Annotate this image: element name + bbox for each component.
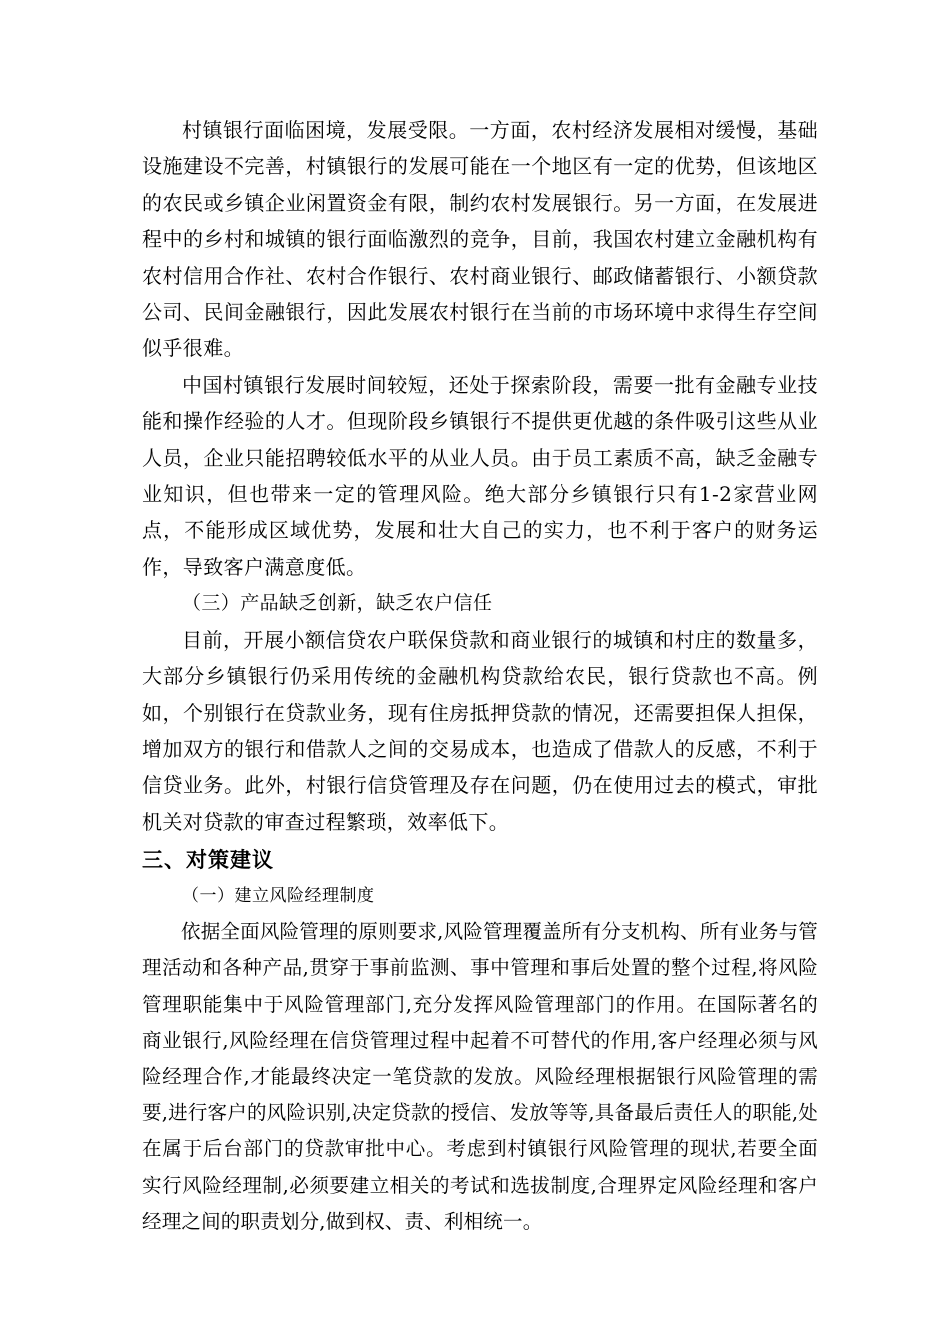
paragraph-risk-manager: 依据全面风险管理的原则要求,风险管理覆盖所有分支机构、所有业务与管理活动和各种产品,贯穿于事前监测、事中管理和事后处置的整个过程,将风险管理职能集中于风险管理部门,充分发挥风险管理部门的作用。在国际著名的商业银行,风险经理在信贷管理过程中起着不可替代的作用,客户经理必须与风险经理合作,才能最终决定一笔贷款的发放。风险经理根据银行风险管理的需要,进行客户的风险识别,决定贷款的授信、发放等等,具备最后责任人的职能,处在属于后台部门的贷款审批中心。考虑到村镇银行风险管理的现状,若要全面实行风险经理制,必须要建立相关的考试和选拔制度,合理界定风险经理和客户经理之间的职责划分,做到权、责、利相统一。: [142, 920, 818, 1233]
paragraph-talent-shortage: 中国村镇银行发展时间较短，还处于探索阶段，需要一批有金融专业技能和操作经验的人才。但现阶段乡镇银行不提供更优越的条件吸引这些从业人员，企业只能招聘较低水平的从业人员。由于员工素质不高，缺乏金融专业知识，但也带来一定的管理风险。绝大部分乡镇银行只有1-2家营业网点，不能形成区域优势，发展和壮大自己的实力，也不利于客户的财务运作，导致客户满意度低。: [142, 372, 818, 579]
section-heading-countermeasures: 三、对策建议: [142, 848, 274, 873]
paragraph-village-bank-difficulties: 村镇银行面临困境，发展受限。一方面，农村经济发展相对缓慢，基础设施建设不完善，村镇银行的发展可能在一个地区有一定的优势，但该地区的农民或乡镇企业闲置资金有限，制约农村发展银行。另一方面，在发展进程中的乡村和城镇的银行面临激烈的竞争，目前，我国农村建立金融机构有农村信用合作社、农村合作银行、农村商业银行、邮政储蓄银行、小额贷款公司、民间金融银行，因此发展农村银行在当前的市场环境中求得生存空间似乎很难。: [142, 118, 818, 361]
paragraph-credit-business: 目前，开展小额信贷农户联保贷款和商业银行的城镇和村庄的数量多，大部分乡镇银行仍采用传统的金融机构贷款给农民，银行贷款也不高。例如，个别银行在贷款业务，现有住房抵押贷款的情况，还需要担保人担保，增加双方的银行和借款人之间的交易成本，也造成了借款人的反感，不利于信贷业务。此外，村银行信贷管理及存在问题，仍在使用过去的模式，审批机关对贷款的审查过程繁琐，效率低下。: [142, 627, 818, 834]
subheading-risk-manager-system: （一）建立风险经理制度: [182, 886, 375, 907]
document-body: [142, 112, 818, 1240]
subheading-product-innovation: （三）产品缺乏创新，缺乏农户信任: [182, 592, 493, 615]
